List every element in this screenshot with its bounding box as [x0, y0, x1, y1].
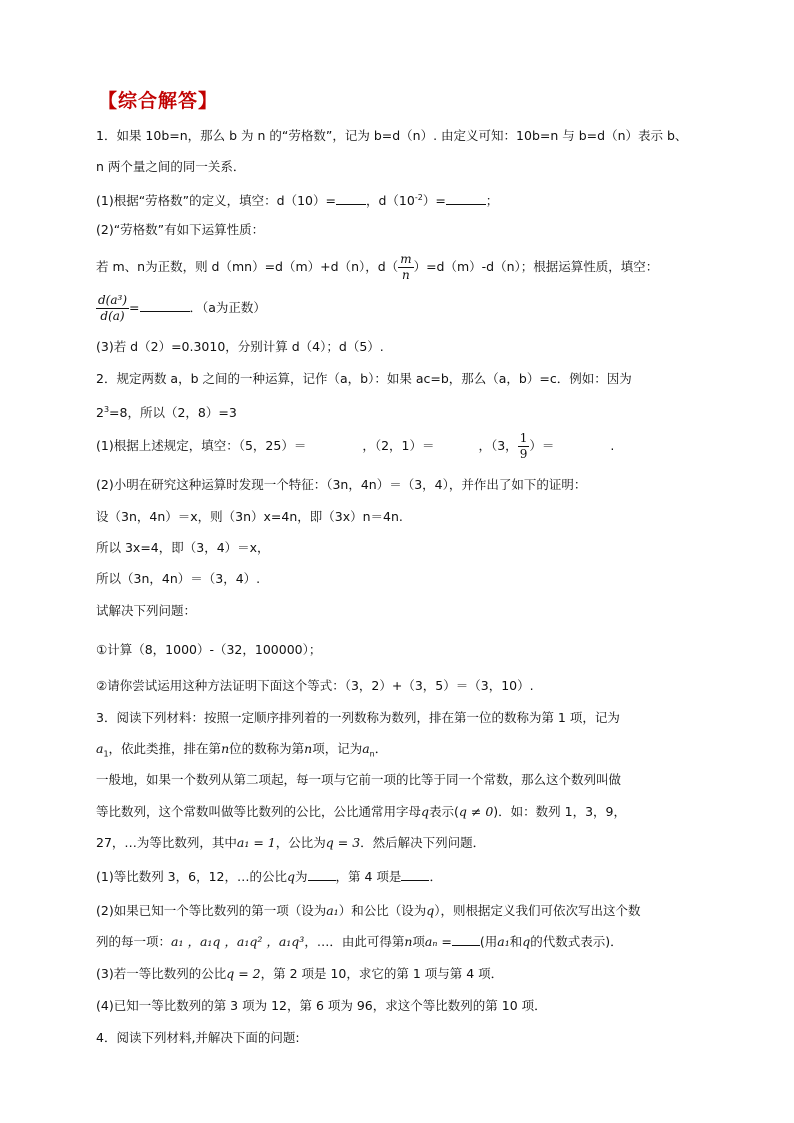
- q1-line-2: n 两个量之间的同一关系．: [96, 159, 246, 174]
- q2-proof-2: 所以 3x=4，即（3，4）＝x，: [96, 540, 270, 555]
- q2-instruction: 试解决下列问题：: [96, 603, 197, 618]
- answer-blank[interactable]: [446, 192, 486, 205]
- q3-line-5: 27，…为等比数列，其中a₁ = 1，公比为q = 3．然后解决下列问题．: [96, 835, 486, 850]
- q3-part-2-line-2: 列的每一项：a₁ ，a₁q ，a₁q² ，a₁q³，…．由此可得第n项aₙ = (用a₁和q的代数式表示)．: [96, 934, 623, 949]
- q2-line-1: 2．规定两数 a，b 之间的一种运算，记作（a，b）：如果 ac=b，那么（a，b）=c．例如：因为: [96, 371, 632, 386]
- q2-proof-3: 所以（3n，4n）＝（3，4）.: [96, 571, 261, 586]
- q2-task-2: ②请你尝试运用这种方法证明下面这个等式：（3，2）+（3，5）＝（3，10）.: [96, 678, 534, 693]
- q1-part-3: (3)若 d（2）=0.3010，分别计算 d（4）；d（5）.: [96, 339, 384, 354]
- q3-part-1: (1)等比数列 3，6，12，…的公比q为 ，第 4 项是 ．: [96, 869, 442, 884]
- q2-line-2: $2^3=8$，所以（2，8）=3: [96, 405, 237, 421]
- q3-line-2: $a_1$，依此类推，排在第n位的数称为第n项，记为$a_n$．: [96, 741, 388, 759]
- fraction-1-over-9: $\frac{1}{9}$: [519, 431, 528, 461]
- q3-line-3: 一般地，如果一个数列从第二项起，每一项与它前一项的比等于同一个常数，那么这个数列叫做: [96, 772, 622, 787]
- answer-blank[interactable]: [140, 299, 190, 312]
- q2-proof-1: 设（3n，4n）＝x，则（3n）x=4n，即（3x）n＝4n.: [96, 509, 403, 524]
- q2-task-1: ①计算（8，1000）-（32，100000）；: [96, 642, 322, 657]
- q3-part-4: (4)已知一等比数列的第 3 项为 12，第 6 项为 96，求这个等比数列的第 10 项．: [96, 998, 547, 1013]
- fraction-m-over-n: $\frac{m}{n}$: [400, 252, 412, 282]
- q1-line-1: 1．如果 10b=n，那么 b 为 n 的“劳格数”，记为 b=d（n）. 由定义可知：10b=n 与 b=d（n）表示 b、: [96, 128, 688, 143]
- fraction-d-a3-over-d-a: $\frac{\text{d(a³)}}{d(a)}$: [98, 293, 128, 323]
- answer-blank[interactable]: [452, 933, 480, 946]
- q1-property-line: 若 m、n为正数，则 d（mn）=d（m）+d（n），d（ $\frac{m}{n}$ ）=d（m）-d（n）；根据运算性质，填空：: [96, 252, 659, 282]
- q1-part-1: (1)根据“劳格数”的定义，填空：d（10）= ，$d(10^{-2})=$ ；: [96, 193, 499, 209]
- section-title: 【综合解答】: [98, 90, 219, 112]
- q4-line-1: 4．阅读下列材料,并解决下面的问题:: [96, 1030, 300, 1045]
- q2-part-2: (2)小明在研究这种运算时发现一个特征：（3n，4n）＝（3，4），并作出了如下的证明：: [96, 477, 587, 492]
- q3-part-3: (3)若一等比数列的公比q = 2，第 2 项是 10，求它的第 1 项与第 4 项．: [96, 966, 504, 981]
- q2-part-1: (1)根据上述规定，填空：（5，25）＝ ，（2，1）＝ ，（3， $\frac{1}{9}$ ）＝ .: [96, 431, 615, 461]
- answer-blank[interactable]: [308, 868, 336, 881]
- q3-line-4: 等比数列，这个常数叫做等比数列的公比，公比通常用字母q表示(q ≠ 0)．如：数列 1，3，9，: [96, 804, 627, 819]
- q3-line-1: 3．阅读下列材料：按照一定顺序排列着的一列数称为数列，排在第一位的数称为第 1 项，记为: [96, 710, 620, 725]
- q1-fraction-fill: $\frac{\text{d(a³)}}{d(a)}$ = ．（a为正数）: [98, 293, 266, 323]
- q1-part-2: (2)“劳格数”有如下运算性质：: [96, 222, 265, 237]
- answer-blank[interactable]: [401, 868, 429, 881]
- answer-blank[interactable]: [336, 192, 366, 205]
- q3-part-2: (2)如果已知一个等比数列的第一项（设为a₁）和公比（设为q），则根据定义我们可依次写出这个数: [96, 903, 641, 918]
